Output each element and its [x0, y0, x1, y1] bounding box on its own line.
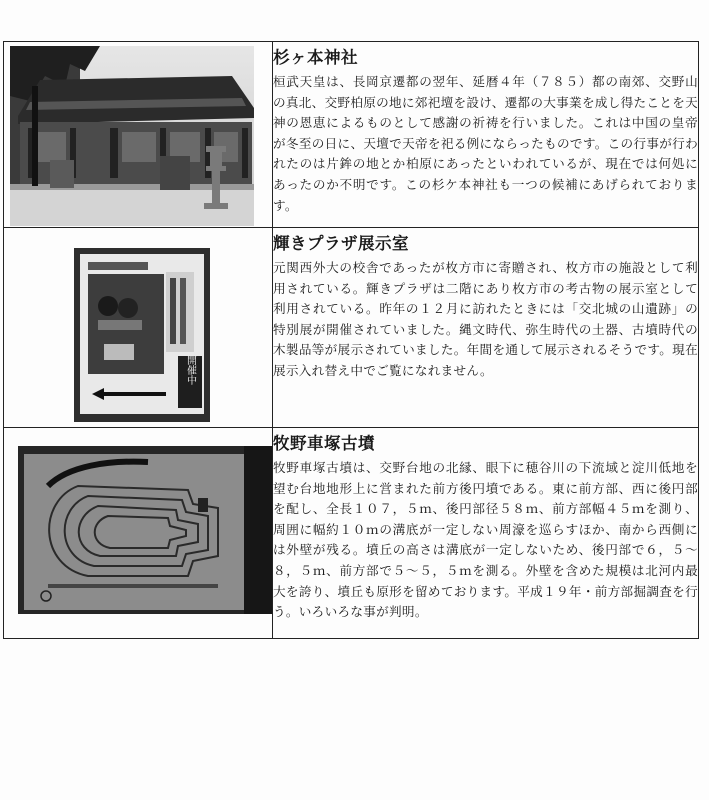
photo-cell: [4, 428, 273, 639]
content-table: [3, 41, 699, 639]
section-title: 杉ヶ本神社: [273, 48, 358, 67]
table-row: [4, 228, 699, 428]
text-cell: [273, 428, 699, 639]
section-text: 牧野車塚古墳は、交野台地の北縁、眼下に穂谷川の下流域と淀川低地を望む台地地形上に営まれた前方後円墳である。東に前方部、西に後円部を配し、全長１０７，５ｍ、後円部径５８ｍ、前方部幅４５ｍを測り、周囲に幅約１０ｍの溝底が一定しない周濠を巡らすほか、南から西側には外壁が残る。墳丘の高さは溝底が一定しないため、後円部で６，５～８，５ｍ、前方部で５～５，５ｍを測る。外壁を含めた規模は北河内最大を誇り、墳丘も原形を留めております。平成１９年・前方部掘調査を行う。いろいろな事が判明。: [273, 460, 698, 620]
kofun-map-sign-photo: [18, 446, 272, 614]
text-cell: [273, 42, 699, 228]
shrine-photo: [10, 46, 254, 226]
table-row: [4, 42, 699, 228]
section-text: 元関西外大の校舎であったが枚方市に寄贈され、枚方市の施設として利用されている。輝きプラザは二階にあり枚方市の考古物の展示室として利用されている。昨年の１２月に訪れたときには「交北城の山遺跡」の特別展が開催されていました。縄文時代、弥生時代の土器、古墳時代の木製品等が展示されていました。年間を通して展示されるそうです。現在展示入れ替え中でご覧になれません。: [273, 260, 698, 378]
section-title: 輝きプラザ展示室: [273, 234, 409, 253]
photo-cell: [4, 42, 273, 228]
exhibition-poster-photo: [74, 248, 210, 422]
poster-sign-text: 開催中: [184, 355, 196, 385]
section-text: 桓武天皇は、長岡京遷都の翌年、延暦４年（７８５）都の南郊、交野山の真北、交野柏原の地に郊祀壇を設け、遷都の大事業を成し得たことを天神の恩恵によるものとして感謝の祈祷を行いました。これは中国の皇帝が冬至の日に、天壇で天帝を祀る例にならったものです。この行事が行われたのは片鉾の地とか柏原にあったといわれているが、現在では何処にあったのか不明です。この杉ケ本神社も一つの候補にあげられております。: [273, 74, 698, 213]
text-cell: [273, 228, 699, 428]
table-row: [4, 428, 699, 639]
photo-cell: [4, 228, 273, 428]
section-title: 牧野車塚古墳: [273, 434, 375, 453]
